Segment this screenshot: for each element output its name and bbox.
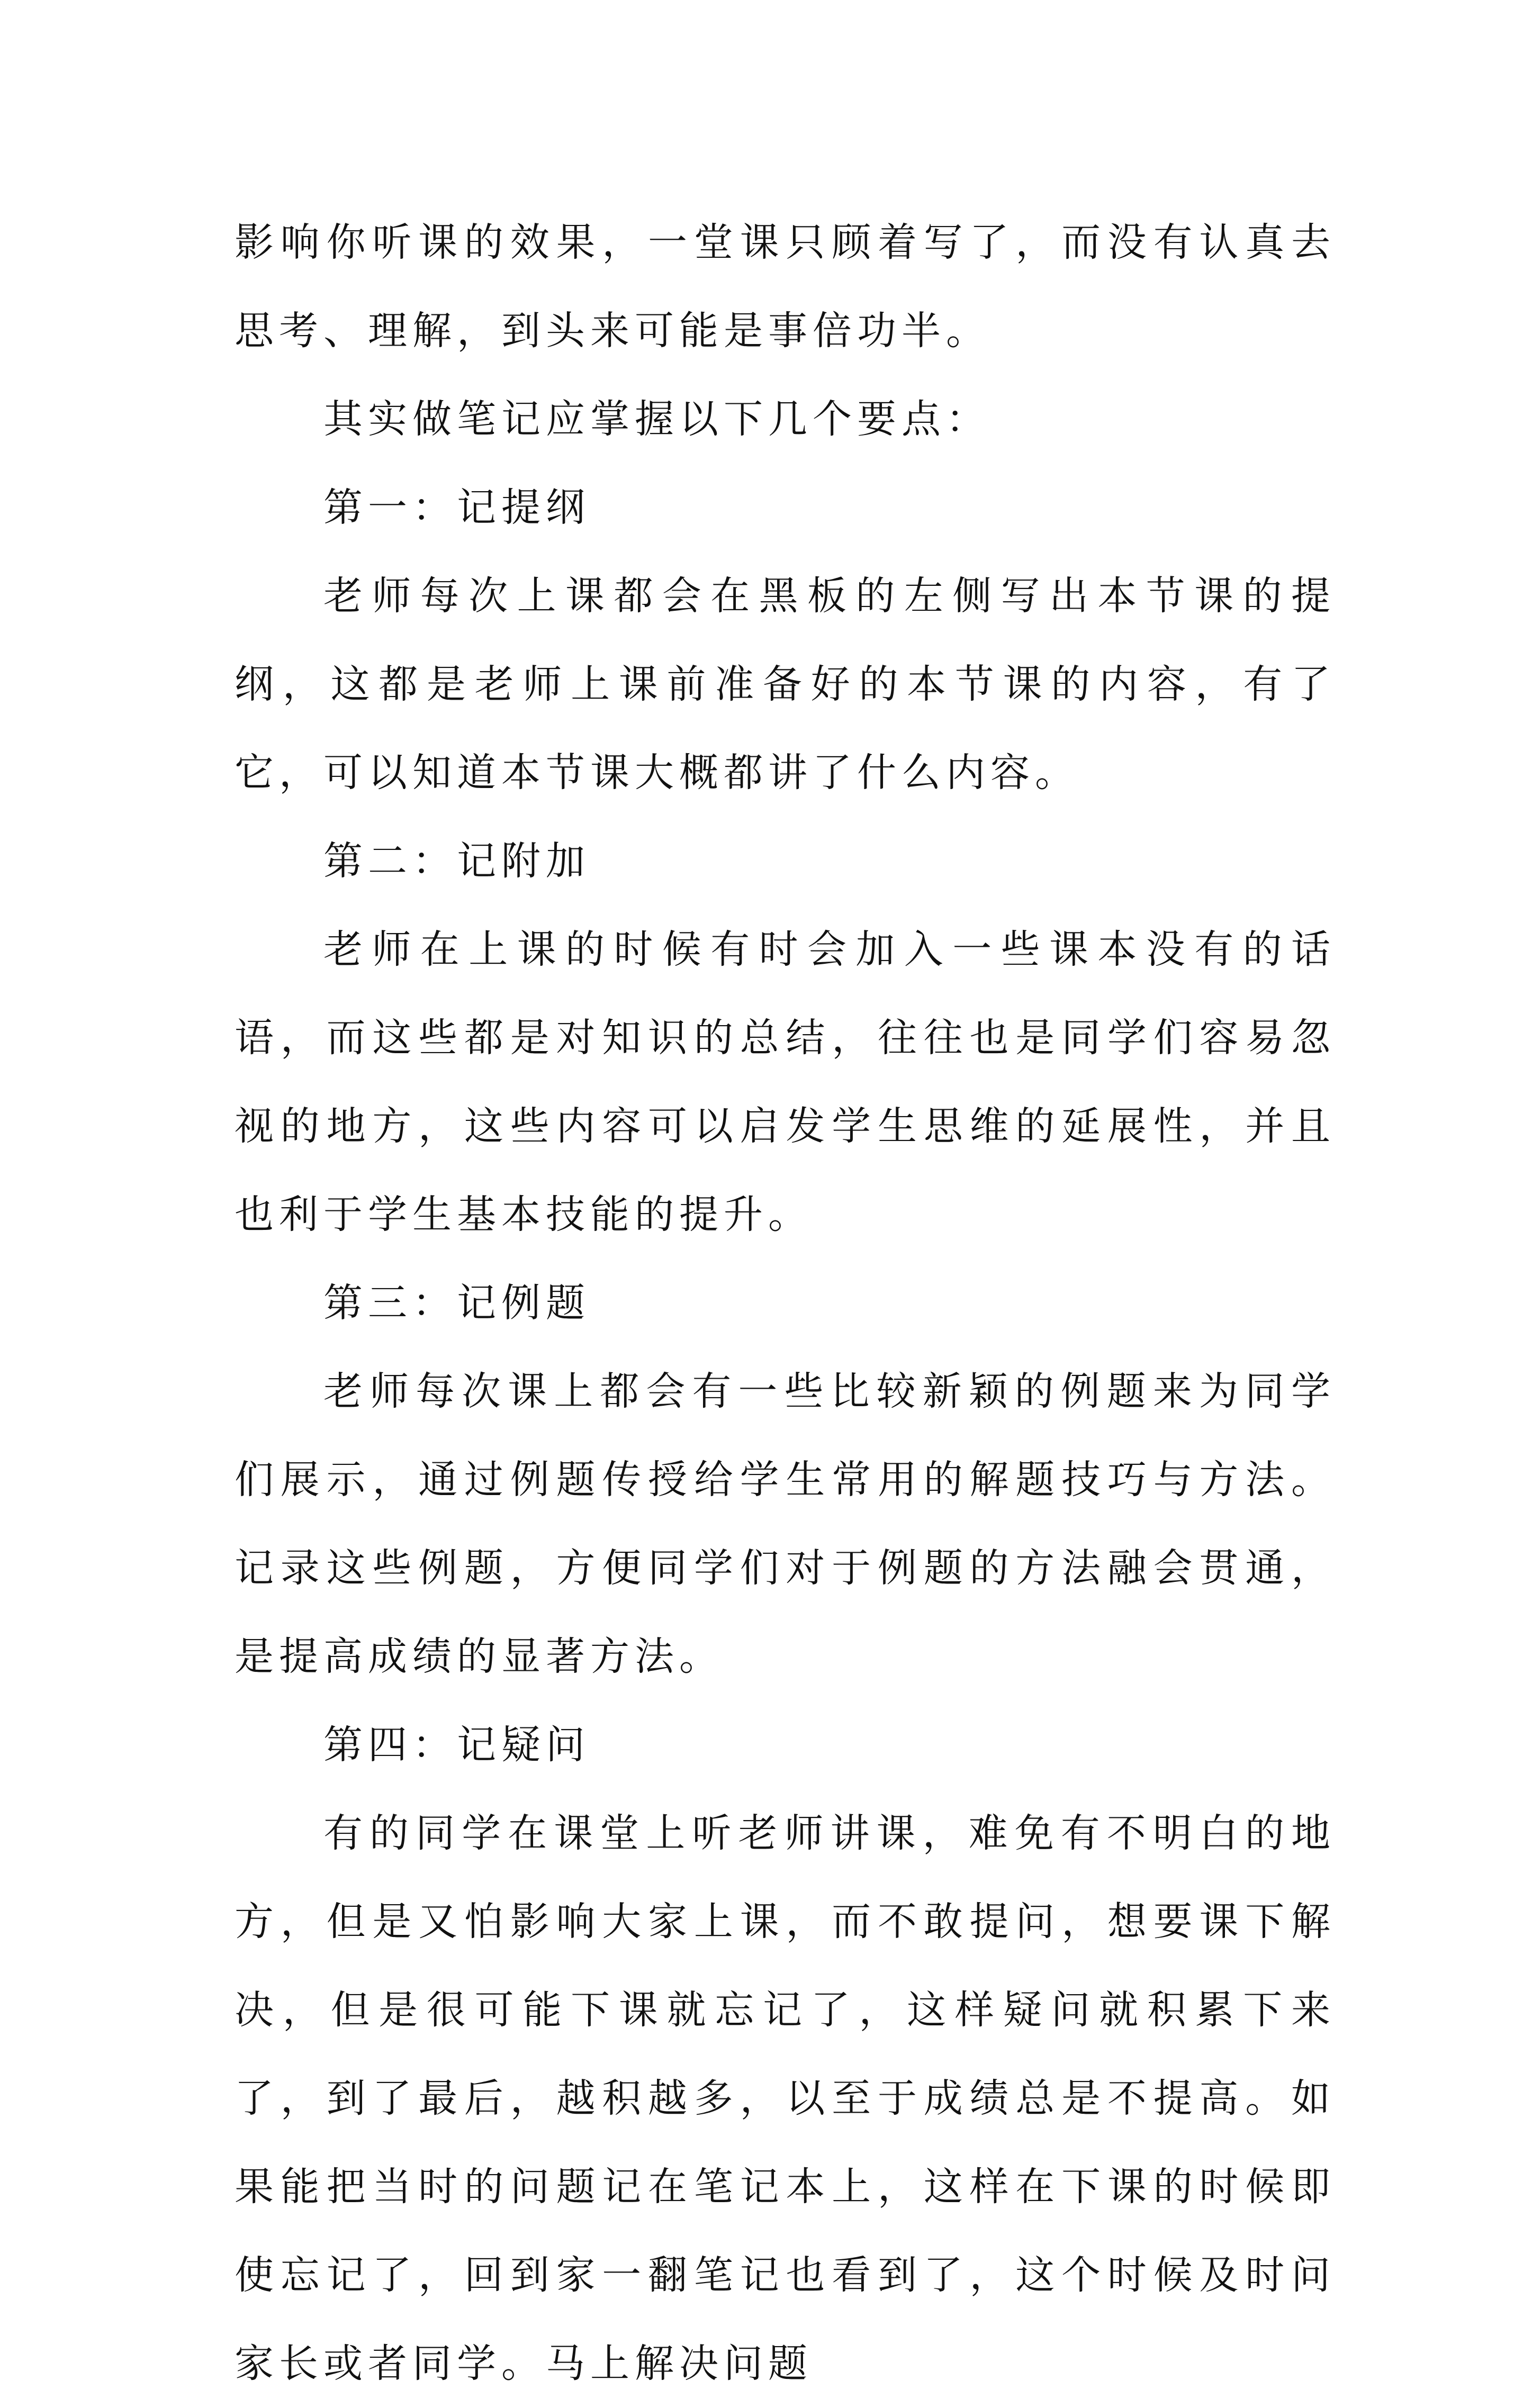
paragraph-examples: 老师每次课上都会有一些比较新颖的例题来为同学们展示，通过例题传授给学生常用的解题技巧与方法。记录这些例题，方便同学们对于例题的方法融会贯通，是提高成绩的显著方法。 xyxy=(235,1369,1336,1679)
section-heading-2: 第二：记附加 xyxy=(323,838,590,884)
section-heading-3: 第三：记例题 xyxy=(323,1280,590,1326)
document-body xyxy=(235,198,1336,2408)
paragraph-outline: 老师每次上课都会在黑板的左侧写出本节课的提纲，这都是老师上课前准备好的本节课的内容，有了它，可以知道本节课大概都讲了什么内容。 xyxy=(235,573,1336,795)
paragraph-intro: 其实做笔记应掌握以下几个要点： xyxy=(323,396,990,442)
section-heading-4: 第四：记疑问 xyxy=(323,1722,590,1768)
paragraph-questions: 有的同学在课堂上听老师讲课，难免有不明白的地方，但是又怕影响大家上课，而不敢提问，想要课下解决，但是很可能下课就忘记了，这样疑问就积累下来了，到了最后，越积越多，以至于成绩总是不提高。如果能把当时的问题记在笔记本上，这样在下课的时候即使忘记了，回到家一翻笔记也看到了，这个时候及时问家长或者同学。马上解决问题 xyxy=(235,1810,1336,2386)
paragraph-additional: 老师在上课的时候有时会加入一些课本没有的话语，而这些都是对知识的总结，往往也是同学们容易忽视的地方，这些内容可以启发学生思维的延展性，并且也利于学生基本技能的提升。 xyxy=(235,927,1336,1237)
paragraph-continuation: 影响你听课的效果，一堂课只顾着写了，而没有认真去思考、理解，到头来可能是事倍功半。 xyxy=(235,220,1336,354)
section-heading-1: 第一：记提纲 xyxy=(323,485,590,530)
